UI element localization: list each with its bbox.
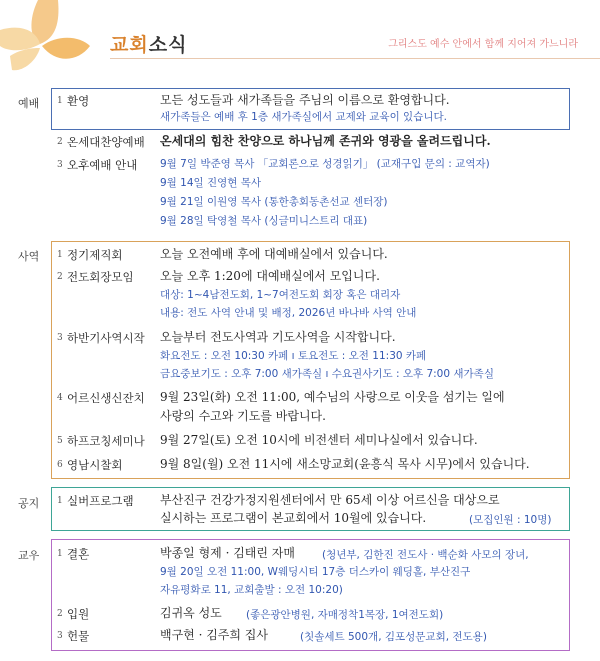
worship-item-2-line-1: 온세대의 힘찬 찬양으로 하나님께 존귀와 영광을 올려드립니다. <box>160 134 491 148</box>
ministry-item-4-line-2: 사랑의 수고와 기도를 바랍니다. <box>160 409 326 423</box>
ministry-item-1: 1 정기제직회 <box>57 248 123 262</box>
fellowship-item-3-line-2: (칫솔세트 500개, 김포성문교회, 전도용) <box>300 631 487 643</box>
ministry-item-6: 6 영남시찰회 <box>57 458 123 472</box>
fellowship-item-1: 1 결혼 <box>57 547 90 561</box>
ministry-item-2-line-1: 오늘 오후 1:20에 대예배실에서 모입니다. <box>160 269 380 283</box>
fellowship-item-1-line-4: 자유평화로 11, 교회출발 : 오전 10:20) <box>160 584 343 596</box>
worship-item-3-line-4: 9월 28일 탁영철 목사 (싱글미니스트리 대표) <box>160 215 368 227</box>
worship-item-1-line-1: 모든 성도들과 새가족들을 주님의 이름으로 환영합니다. <box>160 93 450 107</box>
worship-item-3-line-1: 9월 7일 박준영 목사 「교회론으로 성경읽기」 (교재구입 문의 : 교역자) <box>160 158 490 170</box>
fellowship-item-1-line-1: 박종일 형제 · 김태린 자매 <box>160 546 295 560</box>
ministry-item-6-line-1: 9월 8일(월) 오전 11시에 새소망교회(윤흥식 목사 시무)에서 있습니다. <box>160 457 530 471</box>
ministry-item-3-line-3: 금요중보기도 : 오후 7:00 새가족실 ı 수요권사기도 : 오후 7:00 새가족실 <box>160 368 494 380</box>
notice-item-1-line-1: 부산진구 건강가정지원센터에서 만 65세 이상 어르신을 대상으로 <box>160 493 500 507</box>
worship-item-1-line-2: 새가족들은 예배 후 1층 새가족실에서 교제와 교육이 있습니다. <box>160 111 447 123</box>
ministry-item-4: 4 어르신생신잔치 <box>57 391 145 405</box>
fellowship-item-3-line-1: 백구현 · 김주희 집사 <box>160 628 268 642</box>
notice-item-1-line-2: 실시하는 프로그램이 본교회에서 10월에 있습니다. <box>160 511 427 525</box>
fellowship-item-1-line-3: 9월 20일 오전 11:00, W웨딩시티 17층 더스카이 웨딩홀, 부산진구 <box>160 566 471 578</box>
fellowship-item-2-line-2: (좋은광안병원, 자매정착1목장, 1여전도회) <box>246 609 444 621</box>
ministry-item-3-line-2: 화요전도 : 오전 10:30 카페 ı 토요전도 : 오전 11:30 카페 <box>160 350 427 362</box>
ministry-item-1-line-1: 오늘 오전예배 후에 대예배실에서 있습니다. <box>160 247 388 261</box>
category-notice: 공지 <box>18 497 40 510</box>
ministry-item-2-line-2: 대상: 1~4남전도회, 1~7여전도회 회장 혹은 대리자 <box>160 289 401 301</box>
category-worship: 예배 <box>18 97 40 110</box>
category-fellowship: 교우 <box>18 549 40 562</box>
category-ministry: 사역 <box>18 250 40 263</box>
header-divider <box>110 58 600 59</box>
ministry-item-2: 2 전도회장모임 <box>57 270 134 284</box>
ministry-item-5-line-1: 9월 27일(토) 오전 10시에 비전센터 세미나실에서 있습니다. <box>160 433 478 447</box>
page-title: 교회소식 <box>110 34 188 56</box>
fellowship-item-2: 2 입원 <box>57 607 90 621</box>
slogan: 그리스도 예수 안에서 함께 지어져 가느니라 <box>388 39 578 50</box>
ministry-item-5: 5 하프코칭세미나 <box>57 434 145 448</box>
ministry-item-3: 3 하반기사역시작 <box>57 331 145 345</box>
worship-item-1: 1 환영 <box>57 94 90 108</box>
notice-item-1: 1 실버프로그램 <box>57 494 134 508</box>
worship-item-3-line-3: 9월 21일 이원영 목사 (통한총회동촌선교 센터장) <box>160 196 388 208</box>
fellowship-item-3: 3 헌물 <box>57 629 90 643</box>
worship-item-3: 3 오후예배 안내 <box>57 158 138 172</box>
fellowship-item-1-line-2: (청년부, 김한진 전도사 · 백순화 사모의 장녀, <box>322 549 529 561</box>
ministry-item-2-line-3: 내용: 전도 사역 안내 및 배정, 2026년 바나바 사역 안내 <box>160 307 417 319</box>
ministry-item-4-line-1: 9월 23일(화) 오전 11:00, 예수님의 사랑으로 이웃을 섬기는 일에 <box>160 390 505 404</box>
notice-item-1-line-3: (모집인원 : 10명) <box>469 514 552 526</box>
church-logo-icon <box>0 0 110 80</box>
worship-item-3-line-2: 9월 14일 진영현 목사 <box>160 177 262 189</box>
ministry-item-3-line-1: 오늘부터 전도사역과 기도사역을 시작합니다. <box>160 330 396 344</box>
fellowship-item-2-line-1: 김귀옥 성도 <box>160 606 222 620</box>
worship-item-2: 2 온세대찬양예배 <box>57 135 145 149</box>
